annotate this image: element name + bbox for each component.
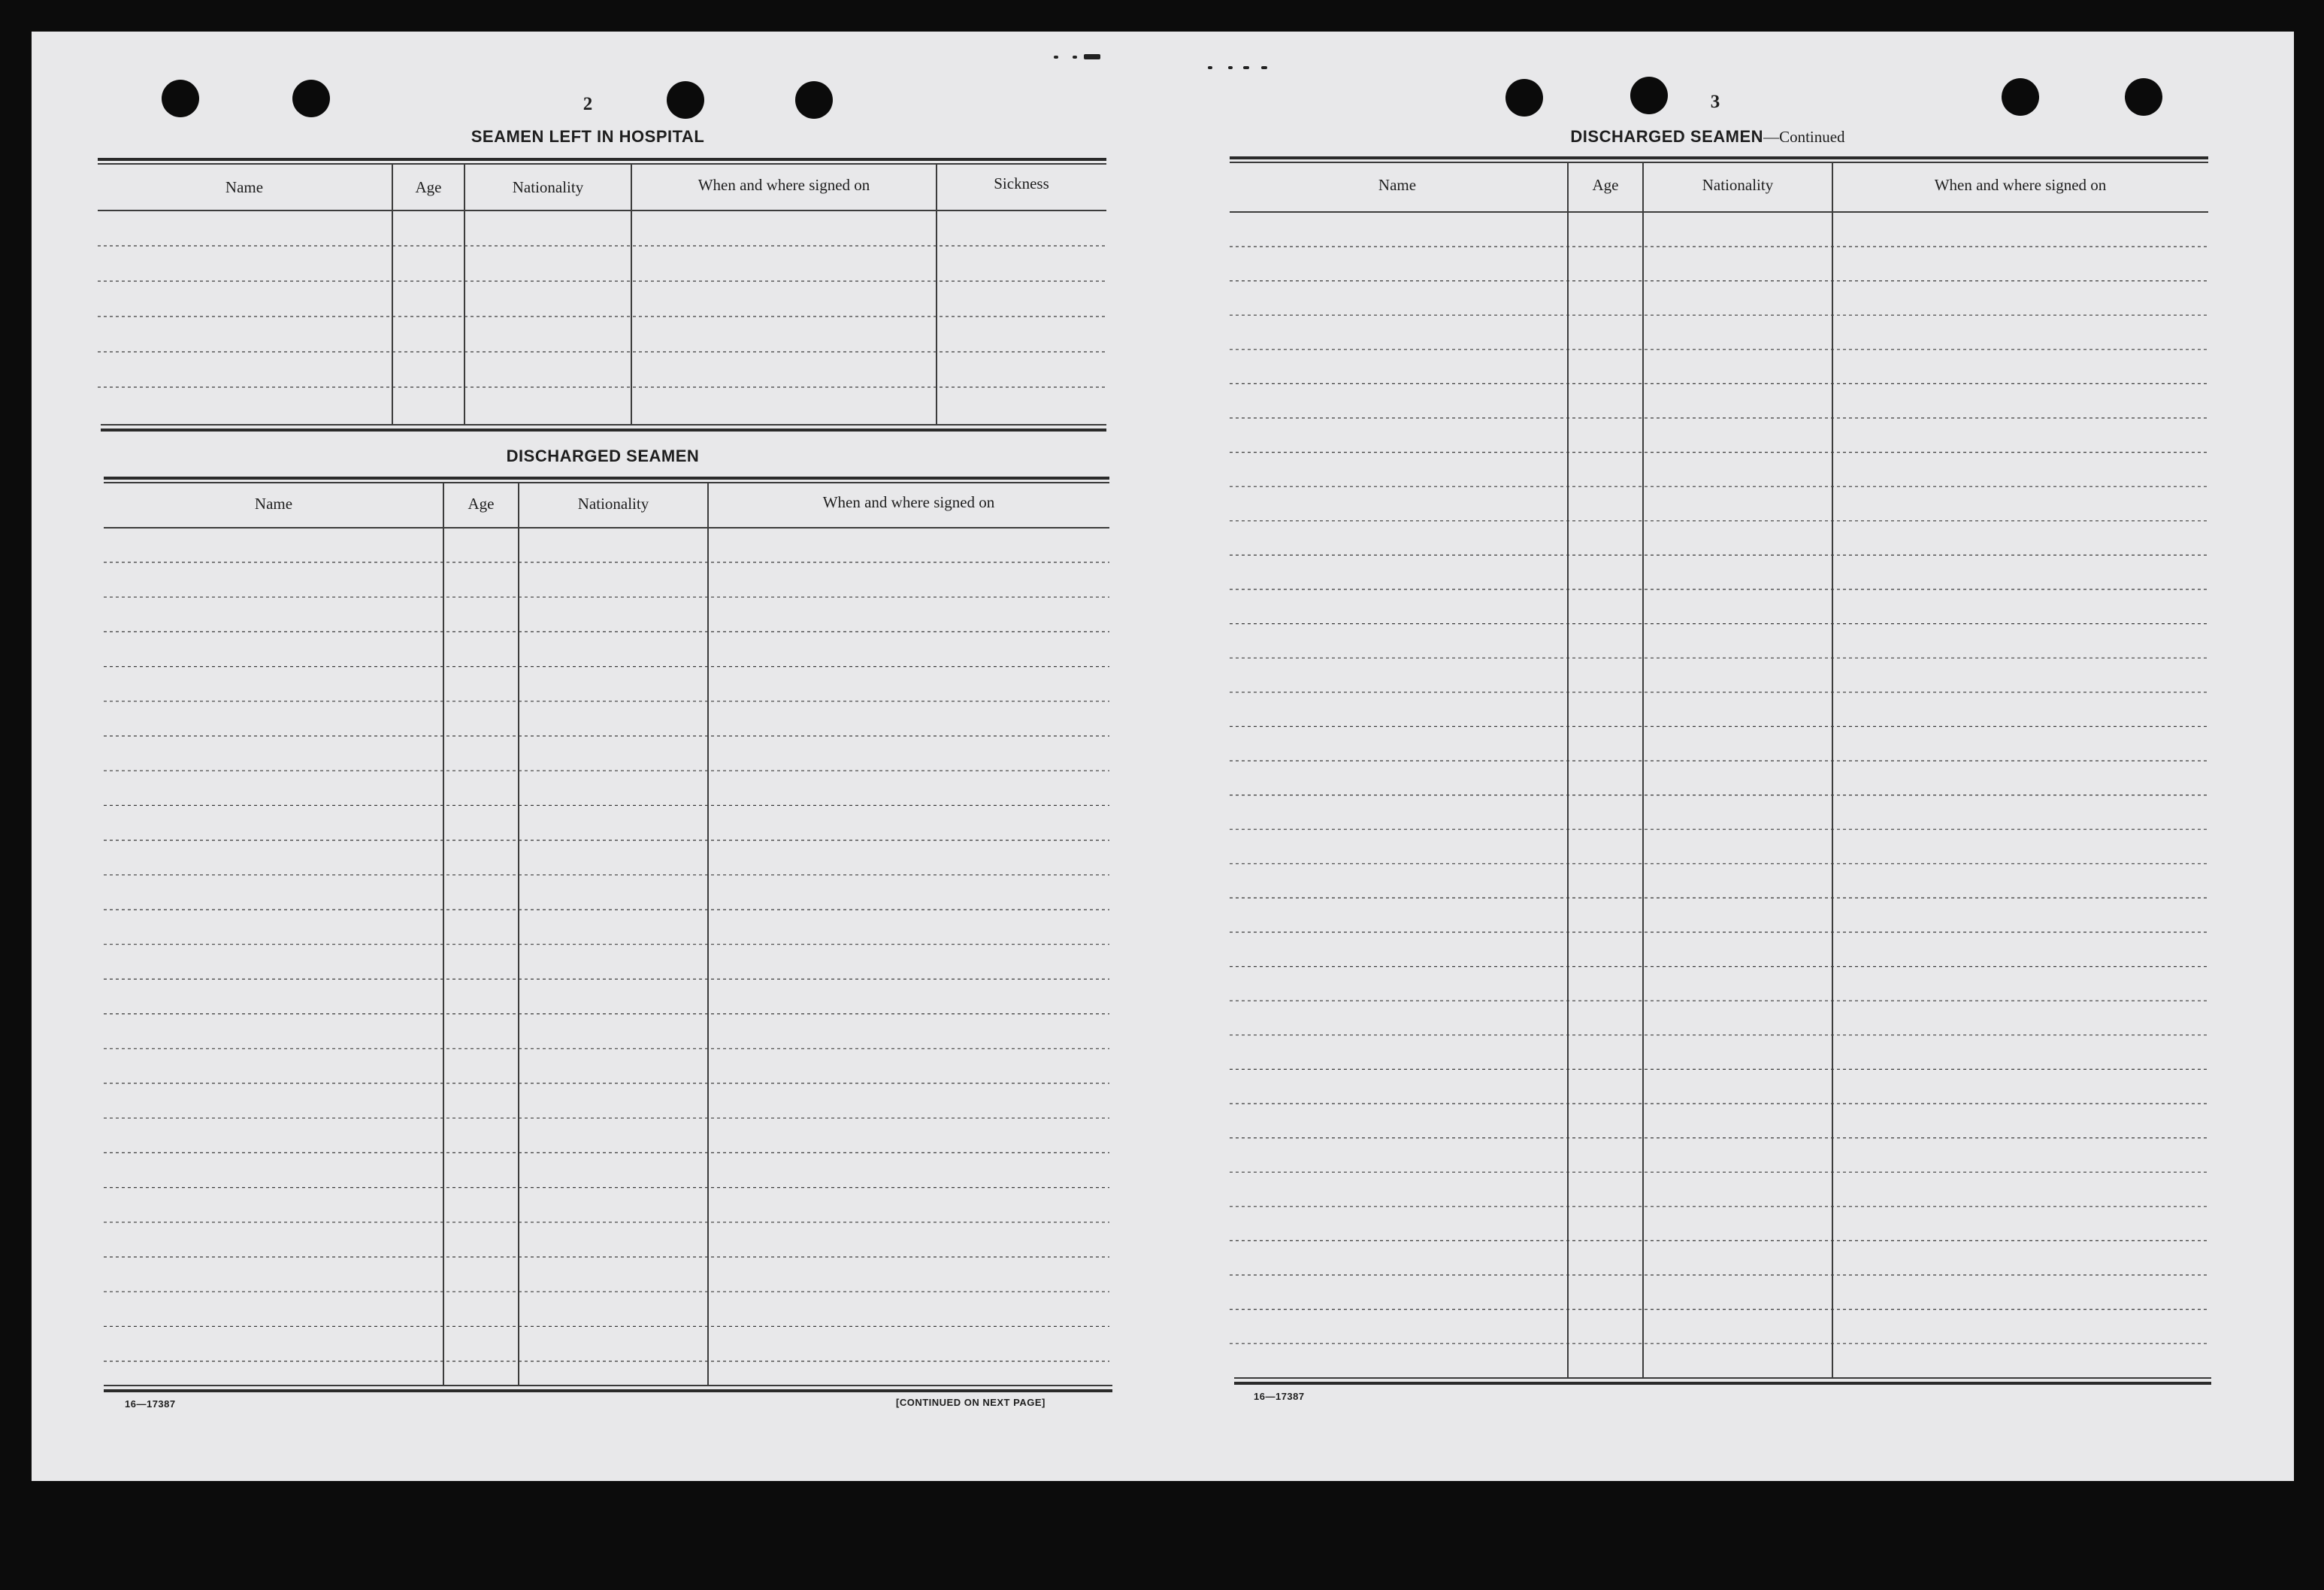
discharged-continued-title-main: DISCHARGED SEAMEN	[1570, 127, 1764, 146]
page-number-right: 3	[1710, 92, 1720, 112]
discharged-col-signed-on: When and where signed on	[822, 493, 995, 511]
form-number-left: 16—17387	[125, 1398, 176, 1410]
hospital-col-age: Age	[415, 178, 442, 196]
discharged-col-age: Age	[468, 495, 495, 513]
hospital-col-signed-on: When and where signed on	[698, 176, 870, 194]
continued-note: [CONTINUED ON NEXT PAGE]	[896, 1397, 1045, 1408]
discharged-section-title: DISCHARGED SEAMEN	[506, 447, 700, 465]
hospital-section-title: SEAMEN LEFT IN HOSPITAL	[471, 127, 705, 146]
right-col-age: Age	[1592, 176, 1619, 194]
discharged-continued-title-suffix: —Continued	[1763, 128, 1845, 146]
right-col-nationality: Nationality	[1702, 176, 1774, 194]
page-number-left: 2	[583, 94, 593, 114]
discharged-col-nationality: Nationality	[577, 495, 649, 513]
right-col-signed-on: When and where signed on	[1934, 176, 2107, 194]
hospital-col-sickness: Sickness	[994, 174, 1049, 192]
form-number-right: 16—17387	[1254, 1391, 1305, 1402]
discharged-col-name: Name	[254, 495, 293, 513]
form-page-spread	[32, 32, 2294, 1481]
hospital-col-name: Name	[225, 178, 264, 196]
right-col-name: Name	[1378, 176, 1417, 194]
hospital-col-nationality: Nationality	[512, 178, 584, 196]
ruled-lines	[32, 32, 2294, 1481]
